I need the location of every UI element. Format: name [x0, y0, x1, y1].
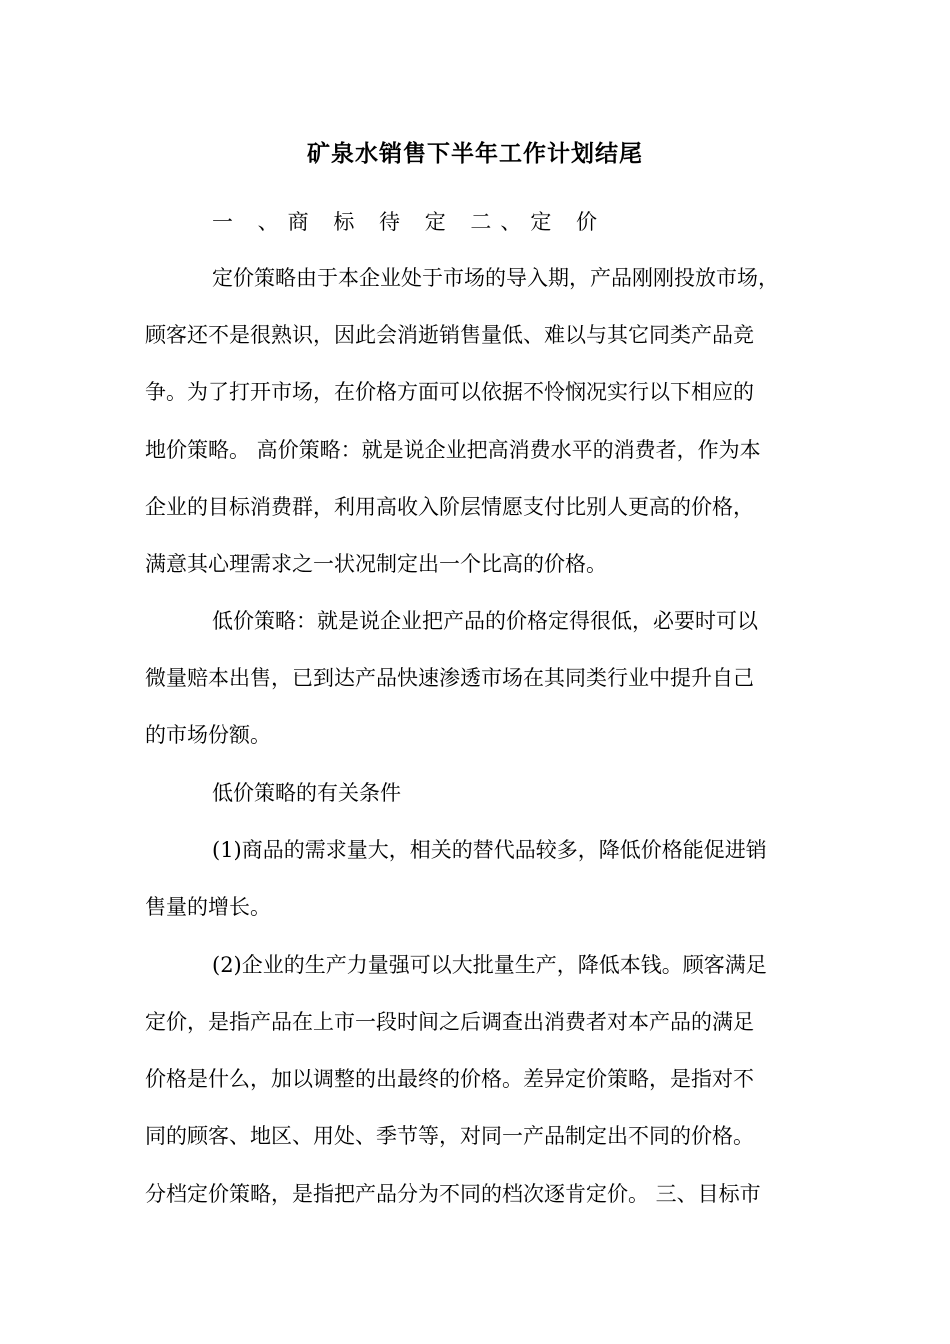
section-heading-line: 一 、商 标 待 定 二、定 价 [212, 210, 607, 234]
paragraph-line: 企业的目标消费群，利用高收入阶层情愿支付比别人更高的价格， [145, 495, 754, 519]
paragraph-line: 定价，是指产品在上市一段时间之后调查出消费者对本产品的满足 [145, 1010, 754, 1034]
paragraph-line: (2)企业的生产力量强可以大批量生产，降低本钱。顾客满足 [212, 953, 767, 977]
paragraph-line: 价格是什么，加以调整的出最终的价格。差异定价策略，是指对不 [145, 1067, 754, 1091]
paragraph-line: 满意其心理需求之一状况制定出一个比高的价格。 [145, 552, 607, 576]
paragraph-line: 的市场份额。 [145, 723, 271, 747]
document-title: 矿泉水销售下半年工作计划结尾 [307, 140, 643, 167]
paragraph-line: 分档定价策略，是指把产品分为不同的档次逐肯定价。 三、目标市 [145, 1182, 761, 1206]
paragraph-line: (1)商品的需求量大，相关的替代品较多，降低价格能促进销 [212, 838, 767, 862]
paragraph-line: 低价策略：就是说企业把产品的价格定得很低，必要时可以 [212, 609, 758, 633]
paragraph-line: 地价策略。 高价策略：就是说企业把高消费水平的消费者，作为本 [145, 438, 761, 462]
paragraph-line: 低价策略的有关条件 [212, 781, 401, 805]
paragraph-line: 定价策略由于本企业处于市场的导入期，产品刚刚投放市场， [212, 266, 779, 290]
paragraph-line: 微量赔本出售，已到达产品快速渗透市场在其同类行业中提升自己 [145, 666, 754, 690]
paragraph-line: 售量的增长。 [145, 895, 271, 919]
paragraph-line: 同的顾客、地区、用处、季节等，对同一产品制定出不同的价格。 [145, 1124, 754, 1148]
paragraph-line: 顾客还不是很熟识，因此会消逝销售量低、难以与其它同类产品竞 [145, 323, 754, 347]
paragraph-line: 争。为了打开市场，在价格方面可以依据不怜悯况实行以下相应的 [145, 380, 754, 404]
